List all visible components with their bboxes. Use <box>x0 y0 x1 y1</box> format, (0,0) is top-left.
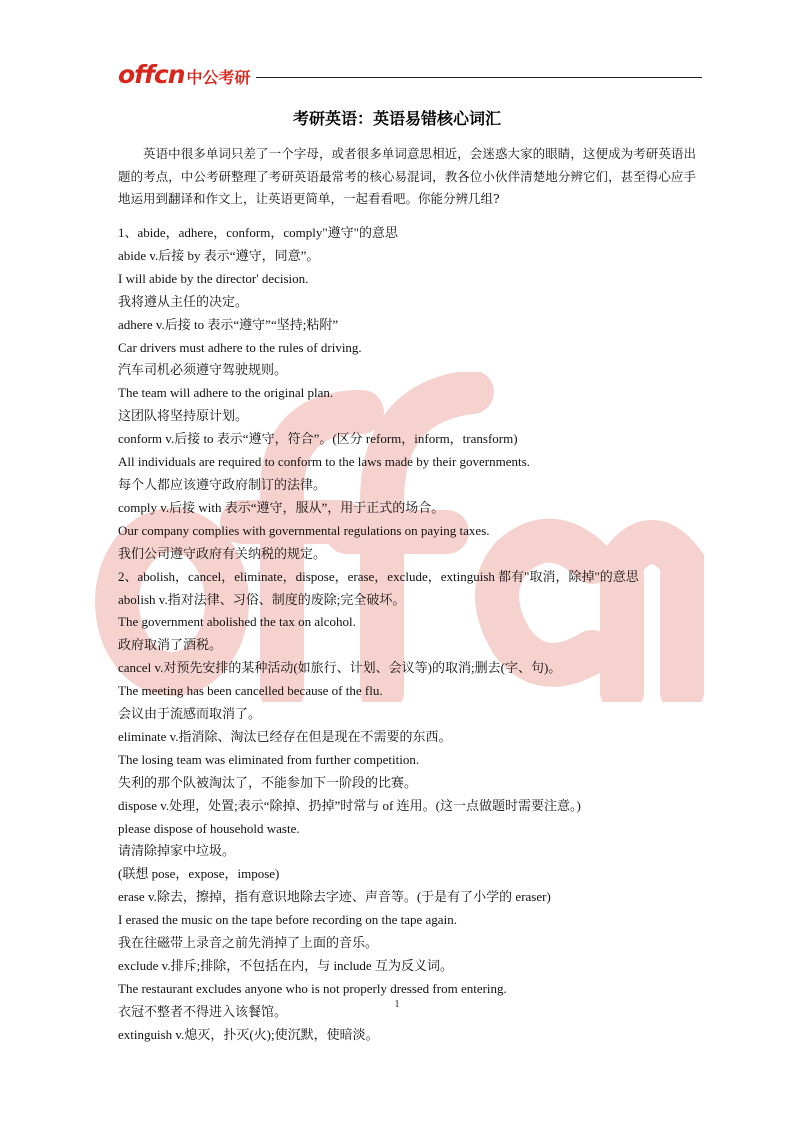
logo-text-en: offcn <box>118 60 185 89</box>
text-line: abolish v.指对法律、习俗、制度的废除;完全破坏。 <box>118 591 406 607</box>
text-line: abide v.后接 by 表示“遵守，同意”。 <box>118 247 320 263</box>
text-line: 我在往磁带上录音之前先消掉了上面的音乐。 <box>118 935 379 951</box>
page-title: 考研英语：英语易错核心词汇 <box>292 109 501 128</box>
text-line: The restaurant excludes anyone who is not properly dressed from entering. <box>118 980 507 996</box>
text-line: cancel v.对预先安排的某种活动(如旅行、计划、会议等)的取消;删去(字、句)。 <box>118 660 562 676</box>
text-line: please dispose of household waste. <box>118 820 300 836</box>
text-line: The meeting has been cancelled because of the flu. <box>118 683 383 699</box>
text-line: I will abide by the director' decision. <box>118 270 309 286</box>
text-line: Our company complies with governmental regulations on paying taxes. <box>118 522 490 538</box>
text-line: The government abolished the tax on alcohol. <box>118 614 356 630</box>
text-line: 会议由于流感而取消了。 <box>118 706 262 722</box>
text-line: 我将遵从主任的决定。 <box>118 293 249 309</box>
text-line: All individuals are required to conform to the laws made by their governments. <box>118 454 530 470</box>
text-line: 每个人都应该遵守政府制订的法律。 <box>118 476 327 492</box>
text-line: The team will adhere to the original plan. <box>118 385 334 401</box>
text-line: conform v.后接 to 表示“遵守，符合”。(区分 reform，inform，transform) <box>118 431 518 447</box>
text-line: 1、abide，adhere，conform，comply"遵守"的意思 <box>118 225 398 240</box>
text-line: 汽车司机必须遵守驾驶规则。 <box>118 362 288 378</box>
offcn-logo <box>118 60 251 90</box>
text-line: erase v.除去，擦掉，指有意识地除去字迹、声音等。(于是有了小学的 eraser) <box>118 889 551 905</box>
logo-text-cn: 中公考研 <box>186 68 251 87</box>
text-line: 这团队将坚持原计划。 <box>118 408 249 424</box>
text-line: 衣冠不整者不得进入该餐馆。 <box>118 1003 288 1019</box>
text-line: The losing team was eliminated from further competition. <box>118 751 420 767</box>
text-line: I erased the music on the tape before recording on the tape again. <box>118 912 457 928</box>
text-line: extinguish v.熄灭，扑灭(火);使沉默，使暗淡。 <box>118 1026 379 1042</box>
header-divider <box>256 77 702 78</box>
text-line: adhere v.后接 to 表示“遵守”“坚持;粘附” <box>118 316 339 332</box>
text-line: 请清除掉家中垃圾。 <box>118 843 236 859</box>
text-line: 2、abolish，cancel，eliminate，dispose，erase，exclude，extinguish 都有"取消，除掉"的意思 <box>118 568 639 584</box>
text-line: 失利的那个队被淘汰了，不能参加下一阶段的比赛。 <box>118 774 418 790</box>
vocab-content <box>118 222 718 1047</box>
text-line: 我们公司遵守政府有关纳税的规定。 <box>118 545 327 561</box>
text-line: 政府取消了酒税。 <box>118 637 223 653</box>
page-header <box>118 60 702 90</box>
text-line: (联想 pose，expose，impose) <box>118 866 280 882</box>
intro-paragraph: 英语中很多单词只差了一个字母，或者很多单词意思相近，会迷惑大家的眼睛，这便成为考研英语出题的考点，中公考研整理了考研英语最常考的核心易混词，教各位小伙伴清楚地分辨它们，甚至得心应手地运用到翻译和作文上，让英语更简单，一起看看吧。你能分辨几组? <box>118 146 696 206</box>
text-line: eliminate v.指消除、淘汰已经存在但是现在不需要的东西。 <box>118 728 452 744</box>
text-line: comply v.后接 with 表示“遵守，服从”，用于正式的场合。 <box>118 499 445 515</box>
text-line: dispose v.处理，处置;表示“除掉、扔掉”时常与 of 连用。(这一点做题时需要注意。) <box>118 797 581 813</box>
text-line: exclude v.排斥;排除，不包括在内，与 include 互为反义词。 <box>118 958 453 973</box>
page-number: 1 <box>394 998 400 1010</box>
text-line: Car drivers must adhere to the rules of driving. <box>118 339 362 355</box>
